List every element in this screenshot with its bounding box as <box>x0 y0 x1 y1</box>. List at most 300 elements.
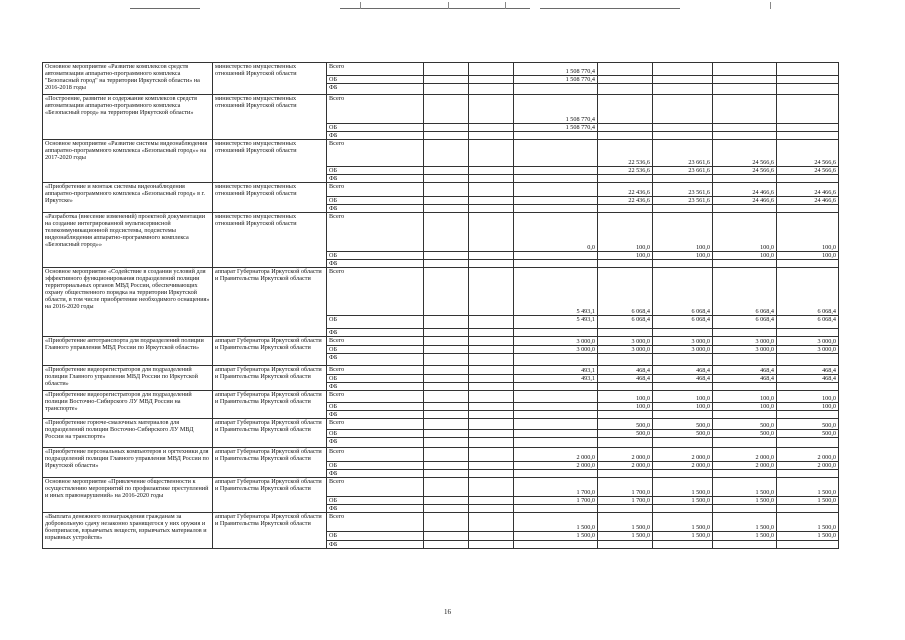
table-row <box>43 268 839 316</box>
amount-cell <box>469 478 514 497</box>
amount-cell <box>424 497 469 505</box>
amount-cell <box>424 354 469 366</box>
amount-cell <box>469 430 514 438</box>
amount-cell <box>598 411 653 419</box>
amount-cell <box>653 76 713 84</box>
amount-cell <box>424 167 469 175</box>
amount-cell <box>653 175 713 183</box>
amount-cell <box>713 260 777 268</box>
activity-description: «Приобретение видеорегистраторов для подразделений полиции Главного управления МВД России по Иркутской области» <box>43 366 213 391</box>
amount-cell <box>424 316 469 329</box>
amount-cell <box>777 541 839 549</box>
funding-source: Всего <box>327 419 424 430</box>
amount-cell <box>514 197 598 205</box>
amount-cell <box>598 124 653 132</box>
amount-cell <box>598 76 653 84</box>
responsible-executor: аппарат Губернатора Иркутской области и Правительства Иркутской области <box>213 513 327 549</box>
amount-cell: 6 068,4 <box>713 316 777 329</box>
funding-source: ОБ <box>327 462 424 470</box>
amount-cell: 2 000,0 <box>598 462 653 470</box>
amount-cell <box>424 430 469 438</box>
amount-cell <box>598 63 653 76</box>
amount-cell <box>424 337 469 346</box>
funding-source: ФБ <box>327 175 424 183</box>
amount-cell <box>777 95 839 124</box>
funding-source: ФБ <box>327 132 424 140</box>
amount-cell <box>653 124 713 132</box>
amount-cell: 1 500,0 <box>598 532 653 541</box>
amount-cell <box>469 419 514 430</box>
funding-source: ОБ <box>327 252 424 260</box>
amount-cell <box>653 95 713 124</box>
amount-cell: 468,4 <box>653 366 713 375</box>
activity-description: «Приобретение видеорегистраторов для подразделений полиции Восточно-Сибирского ЛУ МВД России на транспорте» <box>43 391 213 419</box>
funding-source: Всего <box>327 63 424 76</box>
amount-cell: 500,0 <box>777 430 839 438</box>
amount-cell: 100,0 <box>713 213 777 252</box>
amount-cell <box>713 124 777 132</box>
amount-cell: 1 508 770,4 <box>514 124 598 132</box>
amount-cell: 500,0 <box>598 419 653 430</box>
activity-description: «Построение, развитие и содержание комплексов средств автоматизации аппаратно-программного комплекса «Безопасный город» на территории Иркутской области» <box>43 95 213 140</box>
amount-cell <box>424 383 469 391</box>
amount-cell: 2 000,0 <box>514 448 598 462</box>
amount-cell: 500,0 <box>713 430 777 438</box>
amount-cell <box>469 505 514 513</box>
amount-cell: 100,0 <box>653 213 713 252</box>
amount-cell: 493,1 <box>514 366 598 375</box>
amount-cell <box>653 470 713 478</box>
table-row <box>43 419 839 430</box>
amount-cell <box>653 354 713 366</box>
amount-cell <box>653 132 713 140</box>
amount-cell <box>469 375 514 383</box>
amount-cell: 1 500,0 <box>777 497 839 505</box>
funding-source: Всего <box>327 183 424 197</box>
amount-cell <box>424 505 469 513</box>
amount-cell <box>514 470 598 478</box>
amount-cell: 3 000,0 <box>514 337 598 346</box>
funding-source: ФБ <box>327 84 424 95</box>
amount-cell: 1 500,0 <box>653 497 713 505</box>
amount-cell: 1 508 770,4 <box>514 95 598 124</box>
funding-source: ФБ <box>327 354 424 366</box>
amount-cell <box>469 167 514 175</box>
amount-cell <box>424 63 469 76</box>
responsible-executor: аппарат Губернатора Иркутской области и Правительства Иркутской области <box>213 268 327 337</box>
amount-cell <box>598 470 653 478</box>
table-row <box>43 63 839 76</box>
amount-cell: 1 500,0 <box>713 513 777 532</box>
table-row <box>43 448 839 462</box>
amount-cell <box>713 383 777 391</box>
amount-cell <box>469 403 514 411</box>
amount-cell <box>424 403 469 411</box>
amount-cell <box>514 541 598 549</box>
activity-description: Основное мероприятие «Развитие системы видеонаблюдения аппаратно-программного комплекса «Безопасный город»» на 2017-2020 годы <box>43 140 213 183</box>
amount-cell <box>713 329 777 337</box>
amount-cell <box>653 383 713 391</box>
amount-cell <box>713 205 777 213</box>
amount-cell: 6 068,4 <box>777 268 839 316</box>
table-row <box>43 183 839 197</box>
amount-cell <box>424 438 469 448</box>
amount-cell <box>653 260 713 268</box>
amount-cell <box>469 132 514 140</box>
funding-source: ФБ <box>327 438 424 448</box>
amount-cell <box>469 76 514 84</box>
amount-cell <box>653 505 713 513</box>
amount-cell <box>777 383 839 391</box>
amount-cell <box>598 175 653 183</box>
funding-source: Всего <box>327 95 424 124</box>
amount-cell: 24 466,6 <box>777 197 839 205</box>
amount-cell: 3 000,0 <box>598 346 653 354</box>
funding-source: ФБ <box>327 329 424 337</box>
funding-source: Всего <box>327 140 424 167</box>
funding-source: ФБ <box>327 260 424 268</box>
amount-cell <box>514 167 598 175</box>
amount-cell <box>713 505 777 513</box>
amount-cell: 1 700,0 <box>514 497 598 505</box>
amount-cell: 1 508 770,4 <box>514 63 598 76</box>
amount-cell: 1 500,0 <box>653 478 713 497</box>
amount-cell <box>713 95 777 124</box>
amount-cell <box>469 95 514 124</box>
amount-cell <box>469 268 514 316</box>
amount-cell: 1 500,0 <box>777 513 839 532</box>
amount-cell: 100,0 <box>713 252 777 260</box>
funding-source: Всего <box>327 448 424 462</box>
funding-source: ОБ <box>327 316 424 329</box>
amount-cell <box>469 391 514 403</box>
amount-cell: 24 566,6 <box>777 167 839 175</box>
amount-cell: 0,0 <box>514 213 598 252</box>
amount-cell <box>424 411 469 419</box>
amount-cell: 23 561,6 <box>653 197 713 205</box>
amount-cell <box>469 140 514 167</box>
funding-source: ФБ <box>327 205 424 213</box>
amount-cell <box>469 497 514 505</box>
activity-description: «Приобретение и монтаж системы видеонаблюдения аппаратно-программного комплекса «Безопасный город» в г. Иркутске» <box>43 183 213 213</box>
amount-cell <box>424 513 469 532</box>
amount-cell <box>469 462 514 470</box>
amount-cell <box>469 513 514 532</box>
amount-cell <box>777 132 839 140</box>
amount-cell <box>653 63 713 76</box>
amount-cell <box>424 470 469 478</box>
activity-description: Основное мероприятие «Развитие комплексов средств автоматизации аппаратно-программного комплекса "Безопасный город" на территории Иркутской области» на 2016-2018 годы <box>43 63 213 95</box>
amount-cell: 500,0 <box>777 419 839 430</box>
funding-source: ФБ <box>327 383 424 391</box>
amount-cell <box>514 391 598 403</box>
amount-cell <box>514 430 598 438</box>
amount-cell: 468,4 <box>777 375 839 383</box>
amount-cell <box>777 470 839 478</box>
amount-cell <box>598 260 653 268</box>
amount-cell: 100,0 <box>653 403 713 411</box>
scan-edge-line-right <box>540 8 680 9</box>
funding-source: ОБ <box>327 375 424 383</box>
amount-cell <box>514 140 598 167</box>
amount-cell: 1 500,0 <box>598 513 653 532</box>
amount-cell <box>514 411 598 419</box>
amount-cell <box>653 541 713 549</box>
amount-cell: 1 500,0 <box>777 532 839 541</box>
amount-cell: 2 000,0 <box>653 448 713 462</box>
amount-cell <box>424 213 469 252</box>
amount-cell <box>777 84 839 95</box>
amount-cell <box>424 183 469 197</box>
amount-cell <box>598 383 653 391</box>
amount-cell <box>598 84 653 95</box>
responsible-executor: министерство имущественных отношений Иркутской области <box>213 183 327 213</box>
amount-cell: 3 000,0 <box>514 346 598 354</box>
amount-cell: 2 000,0 <box>653 462 713 470</box>
amount-cell <box>424 366 469 375</box>
amount-cell <box>598 95 653 124</box>
budget-table-body <box>43 63 839 549</box>
table-row <box>43 95 839 124</box>
responsible-executor: аппарат Губернатора Иркутской области и Правительства Иркутской области <box>213 391 327 419</box>
responsible-executor: аппарат Губернатора Иркутской области и Правительства Иркутской области <box>213 419 327 448</box>
table-row <box>43 391 839 403</box>
amount-cell: 3 000,0 <box>598 337 653 346</box>
amount-cell: 2 000,0 <box>598 448 653 462</box>
amount-cell <box>469 175 514 183</box>
amount-cell: 100,0 <box>598 391 653 403</box>
amount-cell: 468,4 <box>598 366 653 375</box>
funding-source: ОБ <box>327 346 424 354</box>
amount-cell <box>514 260 598 268</box>
amount-cell <box>469 63 514 76</box>
page-number: 16 <box>444 608 451 616</box>
amount-cell <box>514 419 598 430</box>
amount-cell <box>653 84 713 95</box>
activity-description: «Выплата денежного вознаграждения гражданам за добровольную сдачу незаконно хранящегося у них оружия и боеприпасов, взрывчатых веществ, взрывчатых материалов и взрывных устройств» <box>43 513 213 549</box>
amount-cell: 1 700,0 <box>598 497 653 505</box>
amount-cell <box>777 438 839 448</box>
amount-cell <box>424 84 469 95</box>
budget-table <box>42 62 839 549</box>
amount-cell <box>653 411 713 419</box>
scan-edge-tick <box>448 2 449 9</box>
amount-cell: 22 436,6 <box>598 197 653 205</box>
amount-cell <box>424 391 469 403</box>
amount-cell <box>777 175 839 183</box>
scan-edge-tick <box>505 2 506 9</box>
amount-cell <box>424 132 469 140</box>
amount-cell <box>777 260 839 268</box>
amount-cell <box>514 175 598 183</box>
amount-cell <box>598 354 653 366</box>
amount-cell: 23 561,6 <box>653 183 713 197</box>
amount-cell <box>514 329 598 337</box>
amount-cell <box>469 383 514 391</box>
table-row <box>43 140 839 167</box>
amount-cell <box>777 124 839 132</box>
table-row <box>43 366 839 375</box>
amount-cell <box>424 268 469 316</box>
funding-source: ФБ <box>327 411 424 419</box>
amount-cell <box>424 346 469 354</box>
amount-cell: 468,4 <box>713 375 777 383</box>
amount-cell: 100,0 <box>598 252 653 260</box>
amount-cell <box>424 140 469 167</box>
amount-cell <box>598 205 653 213</box>
amount-cell <box>469 448 514 462</box>
amount-cell <box>713 354 777 366</box>
amount-cell <box>469 541 514 549</box>
funding-source: ОБ <box>327 497 424 505</box>
amount-cell <box>469 346 514 354</box>
amount-cell: 1 500,0 <box>777 478 839 497</box>
amount-cell <box>514 505 598 513</box>
amount-cell <box>469 205 514 213</box>
amount-cell: 1 500,0 <box>653 532 713 541</box>
amount-cell: 24 466,6 <box>713 183 777 197</box>
responsible-executor: аппарат Губернатора Иркутской области и Правительства Иркутской области <box>213 337 327 366</box>
amount-cell: 6 068,4 <box>598 316 653 329</box>
amount-cell <box>713 175 777 183</box>
amount-cell: 2 000,0 <box>777 462 839 470</box>
amount-cell: 100,0 <box>777 252 839 260</box>
amount-cell <box>424 375 469 383</box>
amount-cell: 6 068,4 <box>653 268 713 316</box>
amount-cell <box>424 419 469 430</box>
funding-source: ОБ <box>327 124 424 132</box>
amount-cell <box>469 124 514 132</box>
amount-cell <box>713 541 777 549</box>
funding-source: Всего <box>327 268 424 316</box>
amount-cell <box>469 354 514 366</box>
amount-cell: 2 000,0 <box>713 462 777 470</box>
amount-cell: 100,0 <box>777 391 839 403</box>
amount-cell <box>424 76 469 84</box>
amount-cell <box>598 541 653 549</box>
amount-cell <box>424 329 469 337</box>
amount-cell <box>469 411 514 419</box>
scan-edge-line-middle <box>340 8 530 9</box>
amount-cell <box>713 411 777 419</box>
amount-cell: 24 466,6 <box>713 197 777 205</box>
funding-source: ОБ <box>327 403 424 411</box>
amount-cell: 3 000,0 <box>713 346 777 354</box>
table-row <box>43 513 839 532</box>
responsible-executor: аппарат Губернатора Иркутской области и Правительства Иркутской области <box>213 478 327 513</box>
amount-cell: 3 000,0 <box>653 337 713 346</box>
table-row <box>43 478 839 497</box>
amount-cell: 493,1 <box>514 375 598 383</box>
amount-cell: 22 436,6 <box>598 183 653 197</box>
amount-cell: 100,0 <box>598 403 653 411</box>
amount-cell <box>514 183 598 197</box>
amount-cell: 100,0 <box>653 252 713 260</box>
amount-cell <box>514 132 598 140</box>
amount-cell <box>469 532 514 541</box>
amount-cell <box>653 438 713 448</box>
amount-cell <box>469 316 514 329</box>
funding-source: ФБ <box>327 505 424 513</box>
amount-cell <box>424 260 469 268</box>
amount-cell: 1 500,0 <box>713 478 777 497</box>
amount-cell <box>777 329 839 337</box>
funding-source: Всего <box>327 478 424 497</box>
amount-cell: 2 000,0 <box>514 462 598 470</box>
amount-cell <box>424 205 469 213</box>
amount-cell: 100,0 <box>777 213 839 252</box>
amount-cell: 1 500,0 <box>713 532 777 541</box>
amount-cell: 500,0 <box>598 430 653 438</box>
funding-source: Всего <box>327 337 424 346</box>
amount-cell <box>598 132 653 140</box>
amount-cell: 1 508 770,4 <box>514 76 598 84</box>
amount-cell <box>777 63 839 76</box>
amount-cell <box>424 532 469 541</box>
amount-cell <box>424 448 469 462</box>
amount-cell <box>469 213 514 252</box>
funding-source: ОБ <box>327 197 424 205</box>
amount-cell: 1 700,0 <box>598 478 653 497</box>
scan-edge-line-left <box>130 8 200 9</box>
amount-cell: 100,0 <box>653 391 713 403</box>
amount-cell: 3 000,0 <box>777 337 839 346</box>
amount-cell: 1 500,0 <box>514 513 598 532</box>
amount-cell <box>514 403 598 411</box>
amount-cell <box>777 205 839 213</box>
scan-edge-tick <box>770 2 771 9</box>
amount-cell: 6 068,4 <box>713 268 777 316</box>
amount-cell <box>653 205 713 213</box>
amount-cell: 5 493,1 <box>514 316 598 329</box>
amount-cell: 3 000,0 <box>777 346 839 354</box>
amount-cell: 468,4 <box>653 375 713 383</box>
funding-source: ОБ <box>327 76 424 84</box>
responsible-executor: министерство имущественных отношений Иркутской области <box>213 140 327 183</box>
amount-cell: 100,0 <box>777 403 839 411</box>
amount-cell <box>514 84 598 95</box>
amount-cell: 500,0 <box>713 419 777 430</box>
funding-source: Всего <box>327 213 424 252</box>
amount-cell <box>777 354 839 366</box>
amount-cell <box>598 505 653 513</box>
amount-cell <box>777 411 839 419</box>
activity-description: «Приобретение персональных компьютеров и оргтехники для подразделений полиции Главного управления МВД России по Иркутской области» <box>43 448 213 478</box>
amount-cell <box>469 438 514 448</box>
amount-cell: 5 493,1 <box>514 268 598 316</box>
amount-cell <box>424 95 469 124</box>
amount-cell <box>424 197 469 205</box>
amount-cell: 1 500,0 <box>713 497 777 505</box>
table-row <box>43 213 839 252</box>
amount-cell: 468,4 <box>777 366 839 375</box>
amount-cell: 500,0 <box>653 430 713 438</box>
amount-cell: 23 661,6 <box>653 140 713 167</box>
amount-cell <box>598 329 653 337</box>
amount-cell: 100,0 <box>713 403 777 411</box>
funding-source: Всего <box>327 366 424 375</box>
amount-cell: 6 068,4 <box>598 268 653 316</box>
amount-cell <box>424 124 469 132</box>
amount-cell <box>424 175 469 183</box>
amount-cell <box>514 354 598 366</box>
amount-cell: 22 536,6 <box>598 167 653 175</box>
funding-source: ФБ <box>327 541 424 549</box>
amount-cell: 24 566,6 <box>713 167 777 175</box>
activity-description: «Разработка (внесение изменений) проектной документации на создание интегрированной мультисервисной телекоммуникационной подсистемы, подсистемы видеонаблюдения аппаратно-программного комплекса «Безопасный город»» <box>43 213 213 268</box>
responsible-executor: аппарат Губернатора Иркутской области и Правительства Иркутской области <box>213 366 327 391</box>
amount-cell: 1 700,0 <box>514 478 598 497</box>
